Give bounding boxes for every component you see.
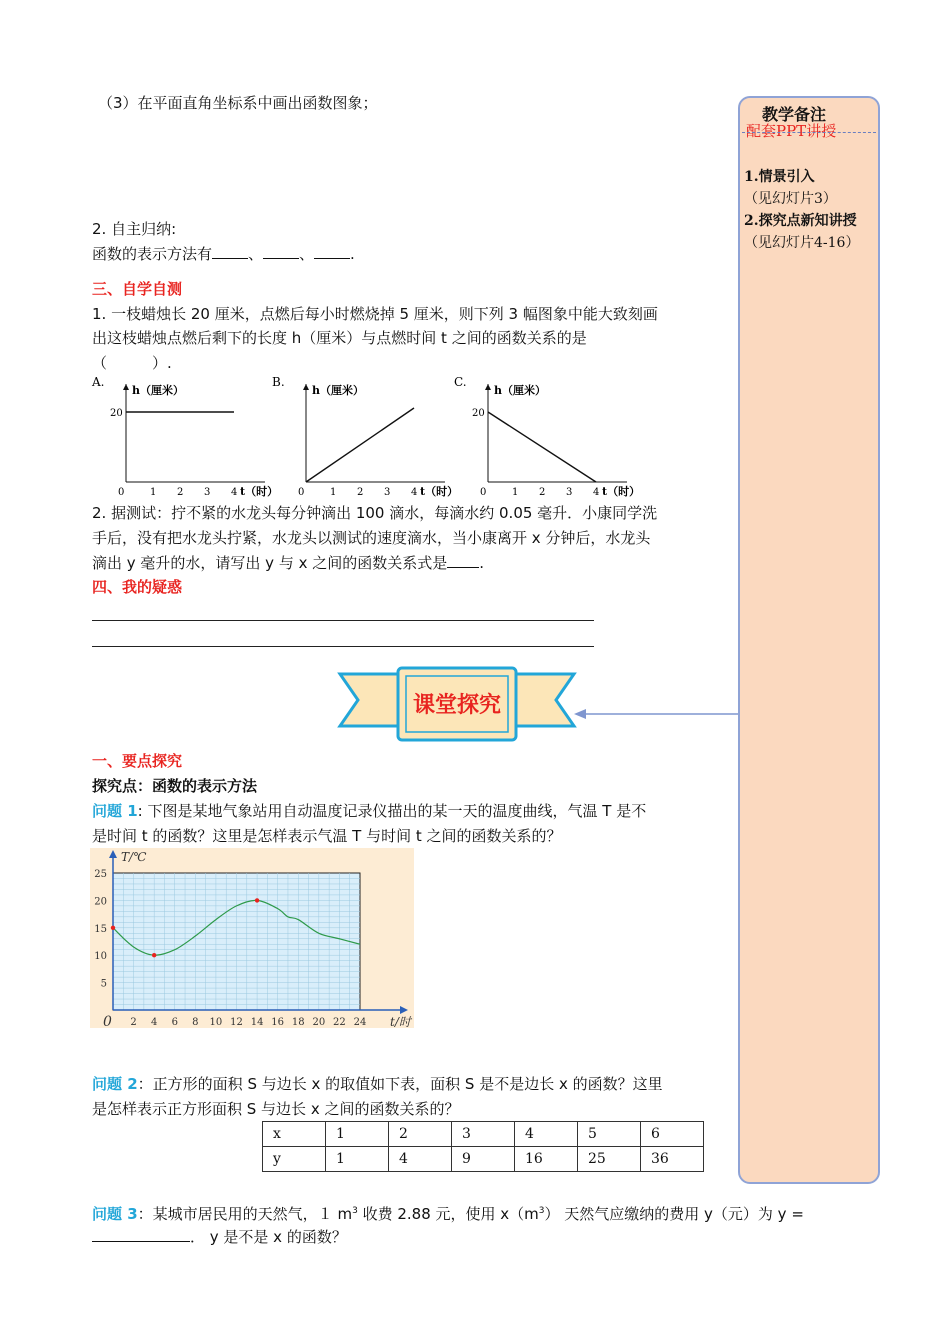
x-tick-label: 4 (411, 487, 418, 498)
x-tick-label: 6 (171, 1017, 178, 1028)
q1-line3: （ ）. (92, 354, 172, 372)
x-tick-label: 18 (291, 1017, 305, 1028)
ppt-note (746, 120, 836, 141)
x-axis-label: t（时） (420, 485, 459, 498)
table-row (263, 1122, 704, 1147)
x-axis-label: t（时） (602, 485, 641, 498)
answer-line-1[interactable] (92, 620, 594, 621)
square-area-table (262, 1121, 704, 1172)
divider (742, 132, 876, 133)
y-arrow-icon (303, 384, 309, 390)
option-label: C. (454, 375, 467, 389)
section3-heading: 三、自学自测 (92, 280, 183, 298)
question-1-label: 问题 1 (92, 802, 138, 820)
x-tick-label: 8 (192, 1017, 199, 1028)
superscript: 3 (352, 1206, 358, 1216)
question-3-label: 问题 3 (92, 1205, 138, 1223)
data-point (152, 953, 156, 957)
section1-heading: 一、要点探究 (92, 752, 183, 770)
panel-title: 教学备注 (762, 105, 827, 124)
question-3-text-b: 收费 2.88 元，使用 x（m (357, 1205, 539, 1223)
option-chart-2 (272, 375, 458, 498)
x-tick-label: 1 (150, 487, 157, 498)
x-tick-label: 4 (231, 487, 238, 498)
q2-line2: 手后，没有把水龙头拧紧，水龙头以测试的速度滴水，当小康离开 x 分钟后，水龙头 (92, 529, 651, 547)
answer-blank[interactable] (447, 553, 479, 568)
y-axis-label: h（厘米） (494, 384, 546, 397)
x-tick-label: 22 (333, 1017, 346, 1028)
superscript: 3 (538, 1206, 545, 1216)
y-axis-label: h（厘米） (312, 384, 364, 397)
option-label: A. (92, 375, 105, 389)
x-tick-label: 1 (330, 487, 337, 498)
x-axis-label: t（时） (240, 485, 279, 498)
x-tick-label: 24 (353, 1017, 367, 1028)
table-cell: 1 (326, 1147, 389, 1172)
question-2-line1 (92, 1073, 663, 1095)
question-3-line1 (92, 1200, 804, 1225)
note-2-slides: （见幻灯片4-16） (744, 235, 860, 251)
option-label: B. (272, 375, 285, 389)
blank[interactable] (212, 244, 248, 259)
table-cell: 1 (326, 1122, 389, 1147)
x-tick-label: 3 (204, 487, 211, 498)
data-point (255, 898, 259, 902)
y-axis-label: T/℃ (121, 850, 147, 864)
sep: 、 (248, 245, 264, 263)
pointer-arrow (572, 706, 742, 722)
question-3-text-end: ． y 是不是 x 的函数？ (190, 1228, 347, 1246)
y-axis-label: h（厘米） (132, 384, 184, 397)
table-cell: 3 (452, 1122, 515, 1147)
x-tick-label: 1 (512, 487, 519, 498)
x-tick-label: 2 (130, 1017, 137, 1028)
x-tick-label: 0 (480, 487, 487, 498)
note-2: 2.探究点新知讲授 (744, 213, 857, 229)
q2-line3-text: 滴出 y 毫升的水，请写出 y 与 x 之间的函数关系式是 (92, 554, 448, 572)
note-1: 1.情景引入 (744, 169, 815, 185)
banner-ribbon-right (508, 674, 574, 726)
ppt-label: 配套PPT讲授 (746, 122, 837, 140)
blank[interactable] (263, 244, 299, 259)
table-cell: 5 (578, 1122, 641, 1147)
y-tick-label: 25 (94, 869, 107, 880)
x-tick-label: 16 (271, 1017, 285, 1028)
candle-option-charts (90, 372, 670, 502)
y-tick-label: 5 (100, 978, 107, 990)
table-cell: 4 (515, 1122, 578, 1147)
banner-text: 课堂探究 (412, 693, 502, 718)
x-tick-label: 0 (298, 487, 305, 498)
answer-blank[interactable] (92, 1227, 190, 1242)
end: . (479, 554, 485, 572)
table-cell: 9 (452, 1147, 515, 1172)
teaching-notes-panel (738, 96, 880, 1184)
x-tick-label: 3 (384, 487, 391, 498)
table-cell: y (263, 1147, 326, 1172)
question-1-line2: 是时间 t 的函数？这里是怎样表示气温 T 与时间 t 之间的函数关系的？ (92, 827, 562, 845)
question-2-label: 问题 2 (92, 1075, 138, 1093)
x-tick-label: 4 (150, 1017, 158, 1028)
x-tick-label: 2 (539, 487, 546, 498)
table-row (263, 1147, 704, 1172)
question-3-line2 (92, 1226, 347, 1248)
x-tick-label: 12 (230, 1017, 243, 1028)
question-3-text-a: ：某城市居民用的天然气，１ m (137, 1205, 353, 1223)
blank[interactable] (314, 244, 350, 259)
y-tick-label: 20 (472, 408, 485, 419)
answer-line-2[interactable] (92, 646, 594, 647)
x-tick-label: 2 (177, 487, 184, 498)
table-cell: 36 (641, 1147, 704, 1172)
classroom-inquiry-banner (336, 664, 578, 748)
option-chart-1 (91, 375, 278, 498)
summary-title: 2. 自主归纳: (92, 220, 177, 238)
step-3-text: （3）在平面直角坐标系中画出函数图象； (98, 94, 378, 112)
y-tick-label: 20 (94, 896, 107, 908)
q1-line2: 出这枝蜡烛点燃后剩下的长度 h（厘米）与点燃时间 t 之间的函数关系的是 (92, 329, 587, 347)
y-arrow-icon (123, 384, 129, 390)
candle-length-line (306, 408, 414, 482)
sep: 、 (299, 245, 315, 263)
question-1-text: : 下图是某地气象站用自动温度记录仪描出的某一天的温度曲线，气温 T 是不 (137, 802, 647, 820)
end: . (350, 245, 355, 263)
option-chart-3 (454, 375, 640, 498)
x-tick-label: 20 (312, 1017, 326, 1028)
table-cell: 6 (641, 1122, 704, 1147)
x-tick-label: 0 (118, 487, 125, 498)
question-3-text-c: ） 天然气应缴纳的费用 y（元）为 y = (544, 1205, 804, 1223)
banner-ribbon-left (340, 674, 406, 726)
question-2-text: ：正方形的面积 S 与边长 x 的取值如下表，面积 S 是不是边长 x 的函数？这里 (137, 1075, 663, 1093)
y-arrow-icon (485, 384, 491, 390)
section4-heading: 四、我的疑惑 (92, 578, 183, 596)
summary-text: 函数的表示方法有 (92, 245, 213, 263)
y-tick-label: 15 (94, 923, 107, 935)
table-cell: 2 (389, 1122, 452, 1147)
table-cell: 4 (389, 1147, 452, 1172)
x-tick-label: 2 (357, 487, 364, 498)
temperature-curve-chart (90, 848, 414, 1028)
x-tick-label: 4 (593, 487, 600, 498)
table-cell: 16 (515, 1147, 578, 1172)
note-1-slides: （见幻灯片3） (744, 191, 837, 207)
x-axis-label: t/时 (390, 1015, 411, 1028)
data-point (111, 926, 115, 930)
inquiry-point: 探究点：函数的表示方法 (92, 777, 258, 795)
y-tick-label: 20 (110, 408, 123, 419)
question-1-line1 (92, 800, 646, 822)
x-tick-label: 14 (250, 1017, 264, 1028)
table-cell: 25 (578, 1147, 641, 1172)
q2-line3 (92, 552, 484, 574)
q1-line1: 1. 一枝蜡烛长 20 厘米，点燃后每小时燃烧掉 5 厘米，则下列 3 幅图象中能大致刻画 (92, 305, 658, 323)
y-tick-label: 10 (94, 951, 107, 963)
question-2-line2: 是怎样表示正方形面积 S 与边长 x 之间的函数关系的？ (92, 1100, 460, 1118)
summary-line (92, 243, 355, 265)
x-tick-label: 3 (566, 487, 573, 498)
candle-length-line (488, 412, 596, 482)
table-cell: x (263, 1122, 326, 1147)
origin-label: 0 (103, 1014, 112, 1028)
q2-line1: 2. 据测试：拧不紧的水龙头每分钟滴出 100 滴水，每滴水约 0.05 毫升．小康同学洗 (92, 504, 658, 522)
arrow-head-icon (574, 709, 586, 719)
x-tick-label: 10 (209, 1017, 223, 1028)
